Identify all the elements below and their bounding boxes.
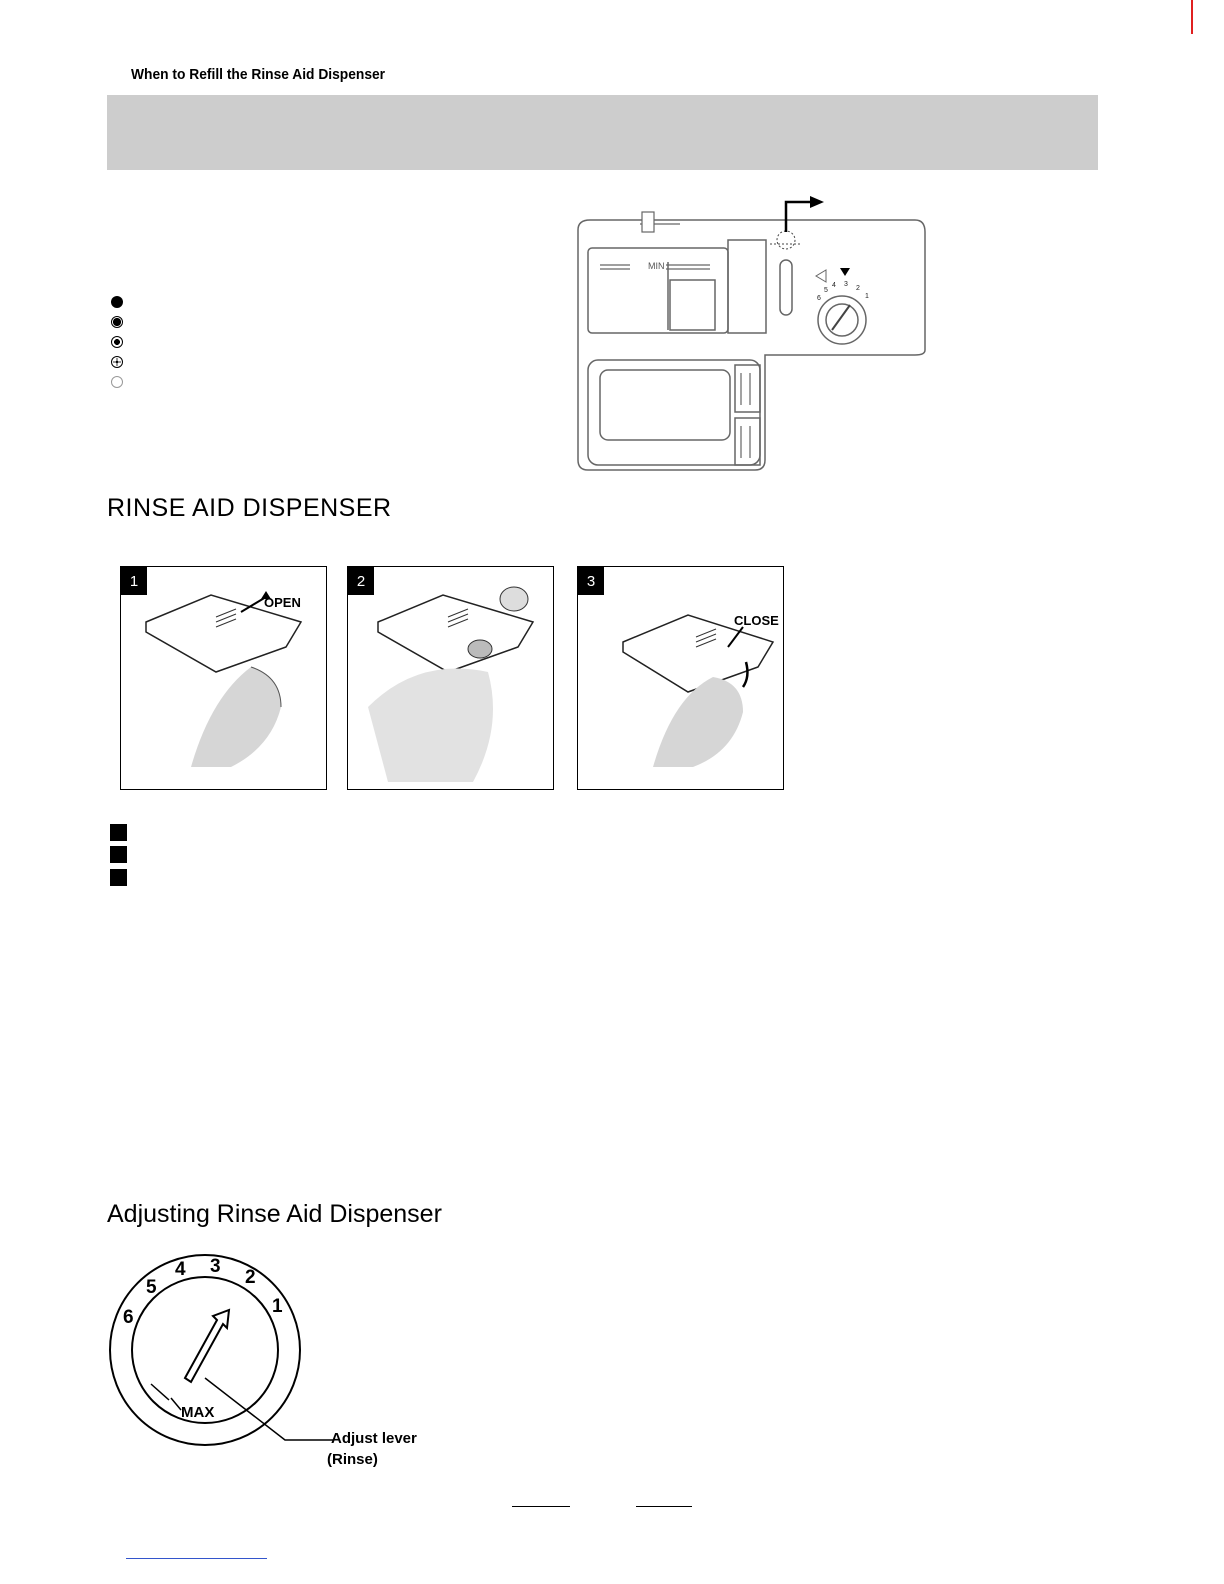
step-number: 2: [348, 567, 374, 595]
step-number: 1: [121, 567, 147, 595]
min-label: MIN: [648, 261, 665, 271]
close-label: CLOSE: [734, 613, 779, 628]
svg-text:3: 3: [844, 281, 848, 288]
dial-number-6: 6: [123, 1307, 134, 1328]
indicator-empty-icon: [111, 376, 123, 388]
footer-rule-left: [512, 1506, 570, 1507]
svg-text:4: 4: [832, 282, 836, 289]
step-panel-2: [347, 566, 554, 790]
svg-text:1: 1: [865, 293, 869, 300]
svg-text:6: 6: [817, 295, 821, 302]
step-panel-3: [577, 566, 784, 790]
max-label: MAX: [181, 1404, 215, 1421]
dial-number-3: 3: [210, 1256, 221, 1277]
step-marker-3: [110, 869, 127, 886]
indicator-full-icon: [111, 296, 123, 308]
refill-heading: When to Refill the Rinse Aid Dispenser: [131, 66, 386, 83]
fill-illustration: [348, 567, 554, 790]
lever-label-line1: Adjust lever: [331, 1430, 417, 1447]
note-band: [107, 95, 1098, 170]
dial-number-1: 1: [272, 1296, 283, 1317]
indicator-quarter-icon: [111, 356, 123, 368]
footer-link-underline: [126, 1558, 267, 1559]
svg-text:5: 5: [824, 287, 828, 294]
step-marker-1: [110, 824, 127, 841]
adjust-section-title: Adjusting Rinse Aid Dispenser: [107, 1200, 442, 1228]
indicator-three-quarter-icon: [111, 316, 123, 328]
rinse-aid-section-title: RINSE AID DISPENSER: [107, 494, 392, 522]
open-illustration: [121, 567, 327, 790]
dial-number-4: 4: [175, 1259, 186, 1280]
close-illustration: [578, 567, 784, 790]
dial-number-5: 5: [146, 1277, 157, 1298]
step-marker-2: [110, 846, 127, 863]
step-number: 3: [578, 567, 604, 595]
footer-rule-right: [636, 1506, 692, 1507]
svg-text:2: 2: [856, 285, 860, 292]
page-edge-marker: [1191, 0, 1193, 34]
open-label: OPEN: [264, 595, 301, 610]
indicator-half-icon: [111, 336, 123, 348]
dispenser-diagram: [570, 190, 935, 475]
step-panel-1: [120, 566, 327, 790]
adjust-dial: [105, 1250, 435, 1470]
dial-number-2: 2: [245, 1267, 256, 1288]
lever-label-line2: (Rinse): [327, 1451, 378, 1468]
